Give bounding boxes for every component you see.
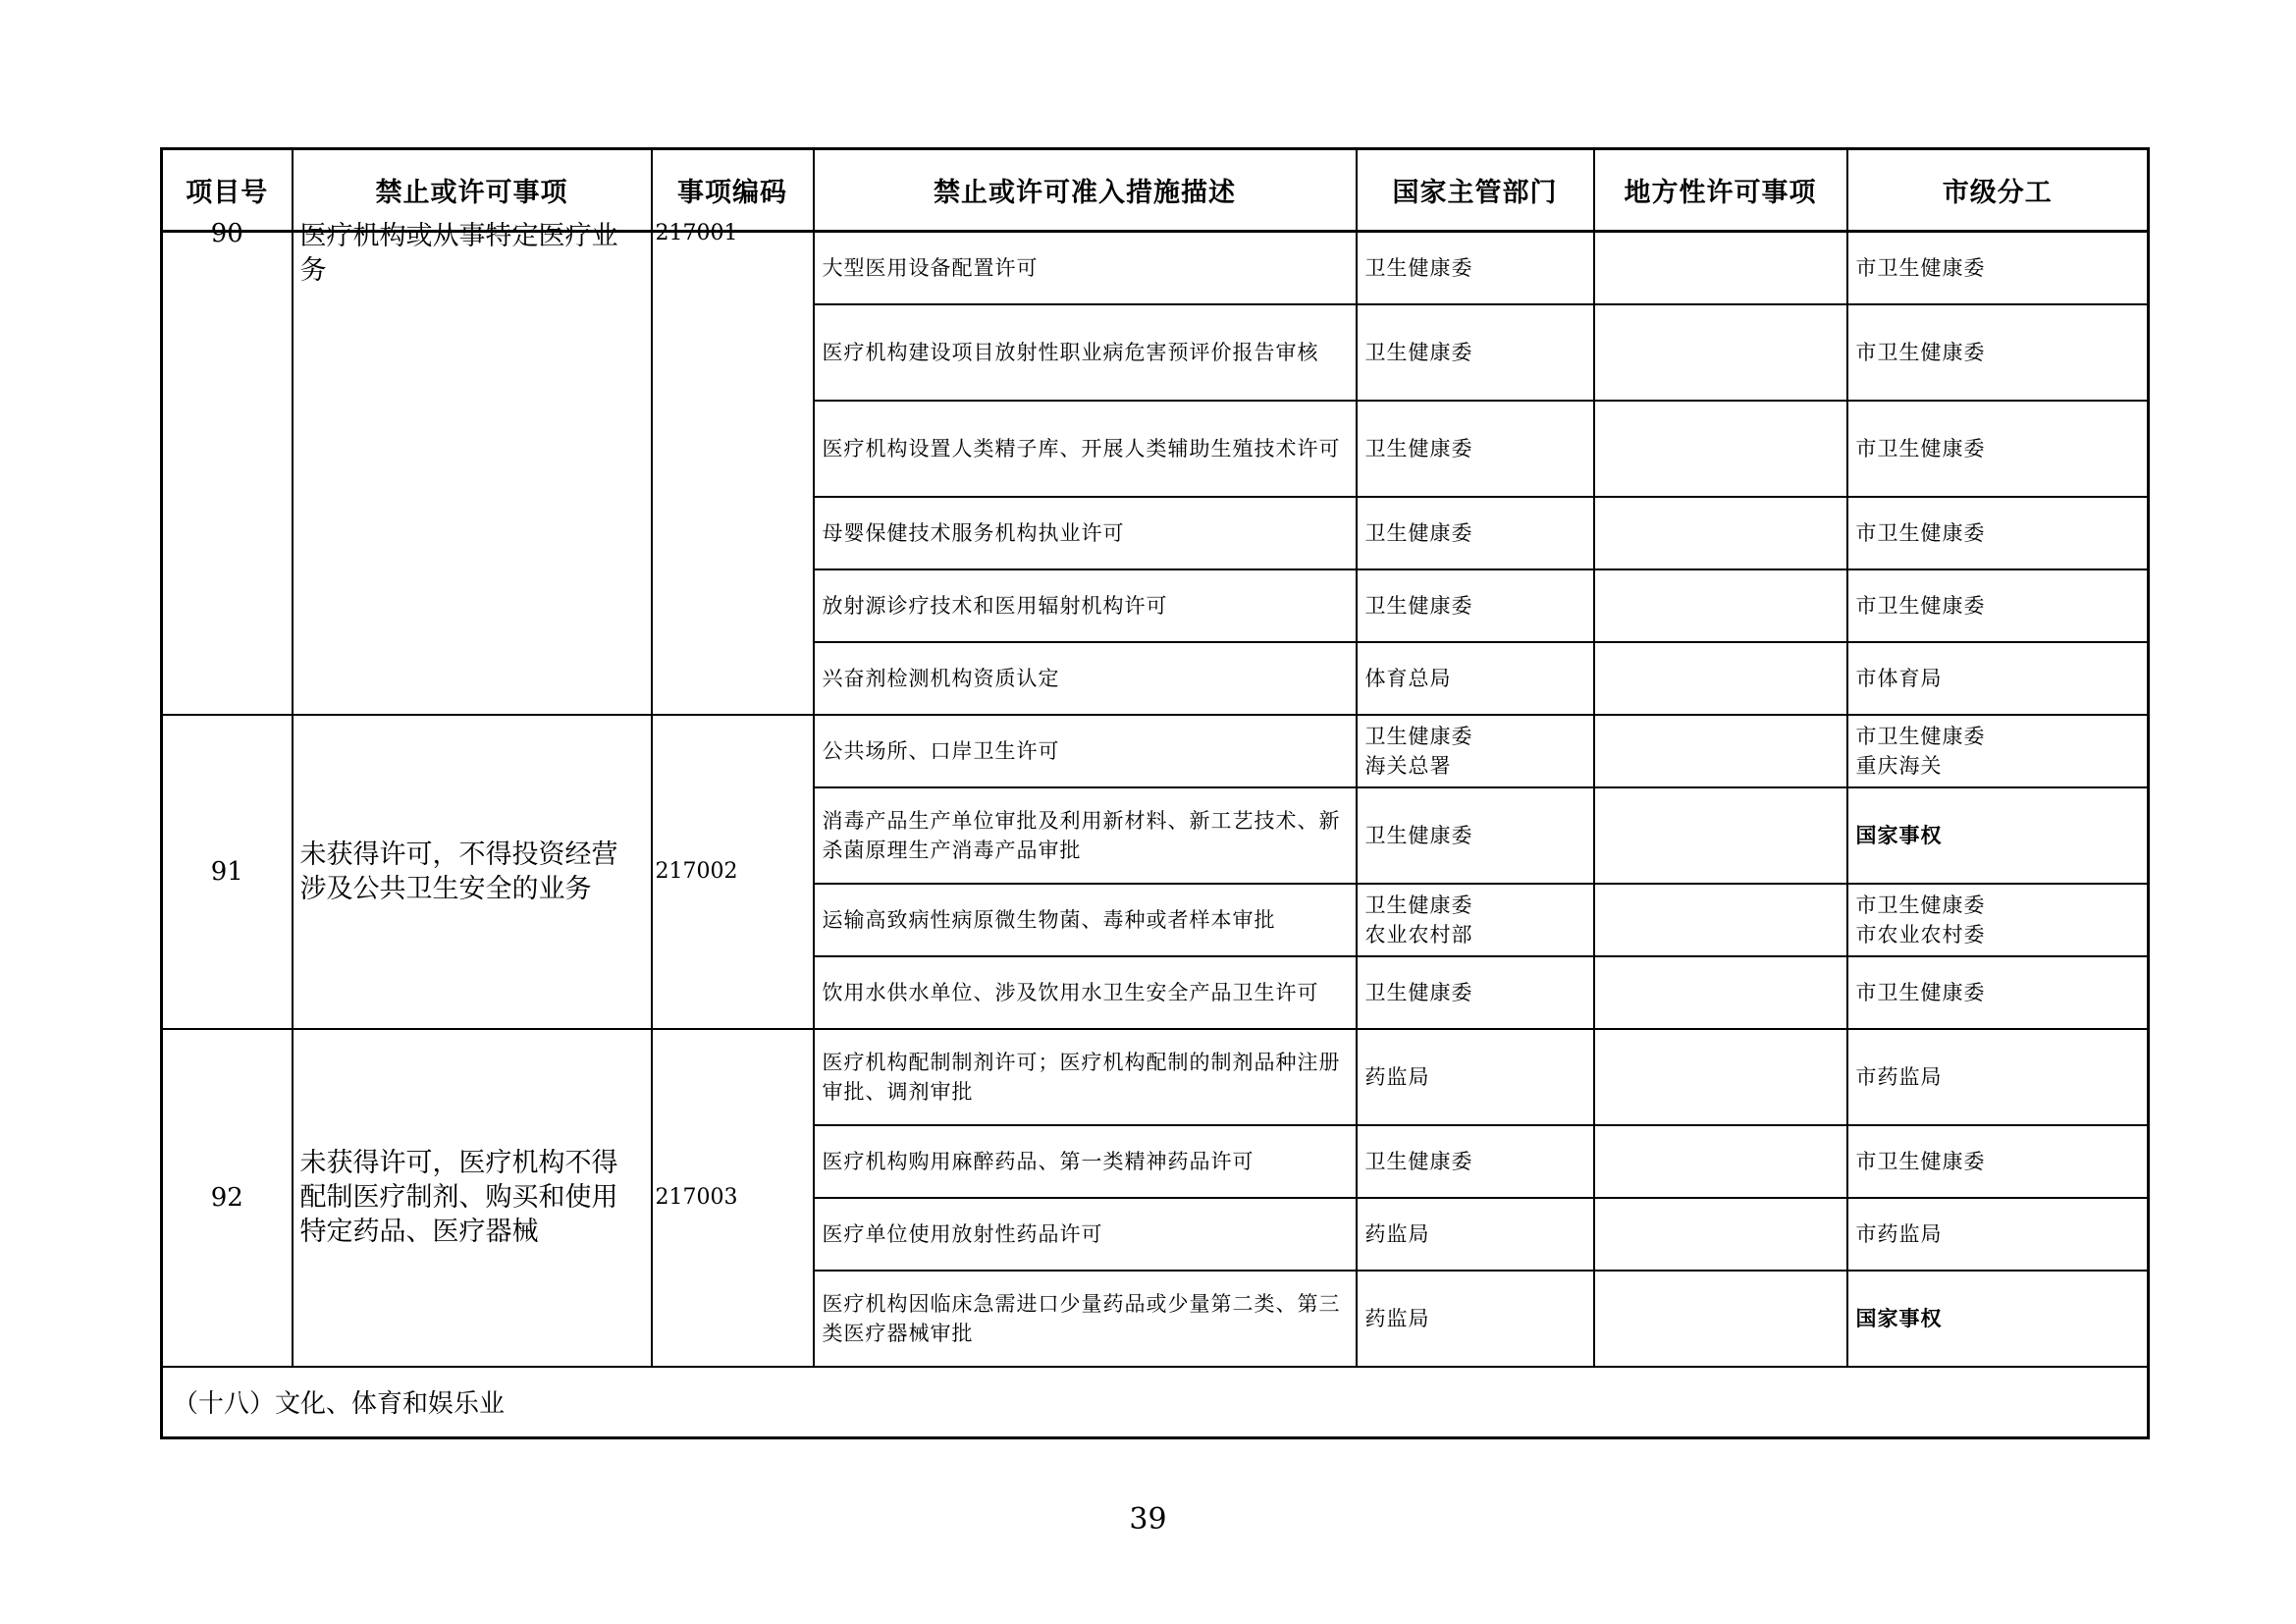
national-dept: 卫生健康委 [1357,569,1594,642]
header-national-dept: 国家主管部门 [1357,149,1594,232]
section-heading: （十八）文化、体育和娱乐业 [162,1367,2149,1438]
measure-description: 医疗单位使用放射性药品许可 [814,1198,1357,1271]
national-dept: 药监局 [1357,1029,1594,1125]
national-dept: 卫生健康委 农业农村部 [1357,884,1594,956]
measure-description: 医疗机构购用麻醉药品、第一类精神药品许可 [814,1125,1357,1198]
measure-description: 大型医用设备配置许可 [814,232,1357,304]
item-code: 217002 [652,715,814,1029]
item-name: 未获得许可，不得投资经营涉及公共卫生安全的业务 [293,715,652,1029]
measure-description: 医疗机构因临床急需进口少量药品或少量第二类、第三类医疗器械审批 [814,1271,1357,1367]
local-permit [1594,497,1847,569]
table-row [162,715,2149,787]
measure-description: 医疗机构建设项目放射性职业病危害预评价报告审核 [814,304,1357,401]
item-code: 217001 [652,232,814,715]
city-division: 国家事权 [1847,787,2149,884]
city-division: 市卫生健康委 [1847,232,2149,304]
item-number: 90 [162,232,293,715]
local-permit [1594,787,1847,884]
city-division: 市体育局 [1847,642,2149,715]
local-permit [1594,401,1847,497]
header-code: 事项编码 [652,149,814,232]
local-permit [1594,1271,1847,1367]
national-dept: 卫生健康委 [1357,304,1594,401]
measure-description: 母婴保健技术服务机构执业许可 [814,497,1357,569]
local-permit [1594,304,1847,401]
item-number: 91 [162,715,293,1029]
measure-description: 放射源诊疗技术和医用辐射机构许可 [814,569,1357,642]
header-city-division: 市级分工 [1847,149,2149,232]
national-dept: 卫生健康委 [1357,1125,1594,1198]
item-name: 医疗机构或从事特定医疗业务 [293,232,652,715]
local-permit [1594,715,1847,787]
local-permit [1594,1125,1847,1198]
national-dept: 卫生健康委 [1357,232,1594,304]
measure-description: 医疗机构配制制剂许可；医疗机构配制的制剂品种注册审批、调剂审批 [814,1029,1357,1125]
page-number: 39 [1129,1502,1167,1537]
national-dept: 卫生健康委 [1357,497,1594,569]
item-name: 未获得许可，医疗机构不得配制医疗制剂、购买和使用特定药品、医疗器械 [293,1029,652,1367]
city-division: 市卫生健康委 [1847,304,2149,401]
header-local-permit: 地方性许可事项 [1594,149,1847,232]
city-division: 市药监局 [1847,1198,2149,1271]
local-permit [1594,956,1847,1029]
measure-description: 兴奋剂检测机构资质认定 [814,642,1357,715]
local-permit [1594,1029,1847,1125]
header-item-number: 项目号 [162,149,293,232]
national-dept: 卫生健康委 [1357,787,1594,884]
local-permit [1594,1198,1847,1271]
city-division: 国家事权 [1847,1271,2149,1367]
city-division: 市药监局 [1847,1029,2149,1125]
national-dept: 卫生健康委 [1357,956,1594,1029]
table-row [162,232,2149,304]
item-number: 92 [162,1029,293,1367]
city-division: 市卫生健康委 市农业农村委 [1847,884,2149,956]
local-permit [1594,884,1847,956]
header-item: 禁止或许可事项 [293,149,652,232]
national-dept: 卫生健康委 [1357,401,1594,497]
city-division: 市卫生健康委 重庆海关 [1847,715,2149,787]
city-division: 市卫生健康委 [1847,497,2149,569]
local-permit [1594,569,1847,642]
local-permit [1594,232,1847,304]
national-dept: 体育总局 [1357,642,1594,715]
city-division: 市卫生健康委 [1847,401,2149,497]
national-dept: 药监局 [1357,1198,1594,1271]
local-permit [1594,642,1847,715]
measure-description: 公共场所、口岸卫生许可 [814,715,1357,787]
permit-table [160,147,2150,1439]
city-division: 市卫生健康委 [1847,956,2149,1029]
section-row [162,1367,2149,1438]
measure-description: 消毒产品生产单位审批及利用新材料、新工艺技术、新杀菌原理生产消毒产品审批 [814,787,1357,884]
national-dept: 药监局 [1357,1271,1594,1367]
table-row [162,1029,2149,1125]
measure-description: 医疗机构设置人类精子库、开展人类辅助生殖技术许可 [814,401,1357,497]
measure-description: 饮用水供水单位、涉及饮用水卫生安全产品卫生许可 [814,956,1357,1029]
national-dept: 卫生健康委 海关总署 [1357,715,1594,787]
item-code: 217003 [652,1029,814,1367]
header-description: 禁止或许可准入措施描述 [814,149,1357,232]
city-division: 市卫生健康委 [1847,569,2149,642]
measure-description: 运输高致病性病原微生物菌、毒种或者样本审批 [814,884,1357,956]
city-division: 市卫生健康委 [1847,1125,2149,1198]
